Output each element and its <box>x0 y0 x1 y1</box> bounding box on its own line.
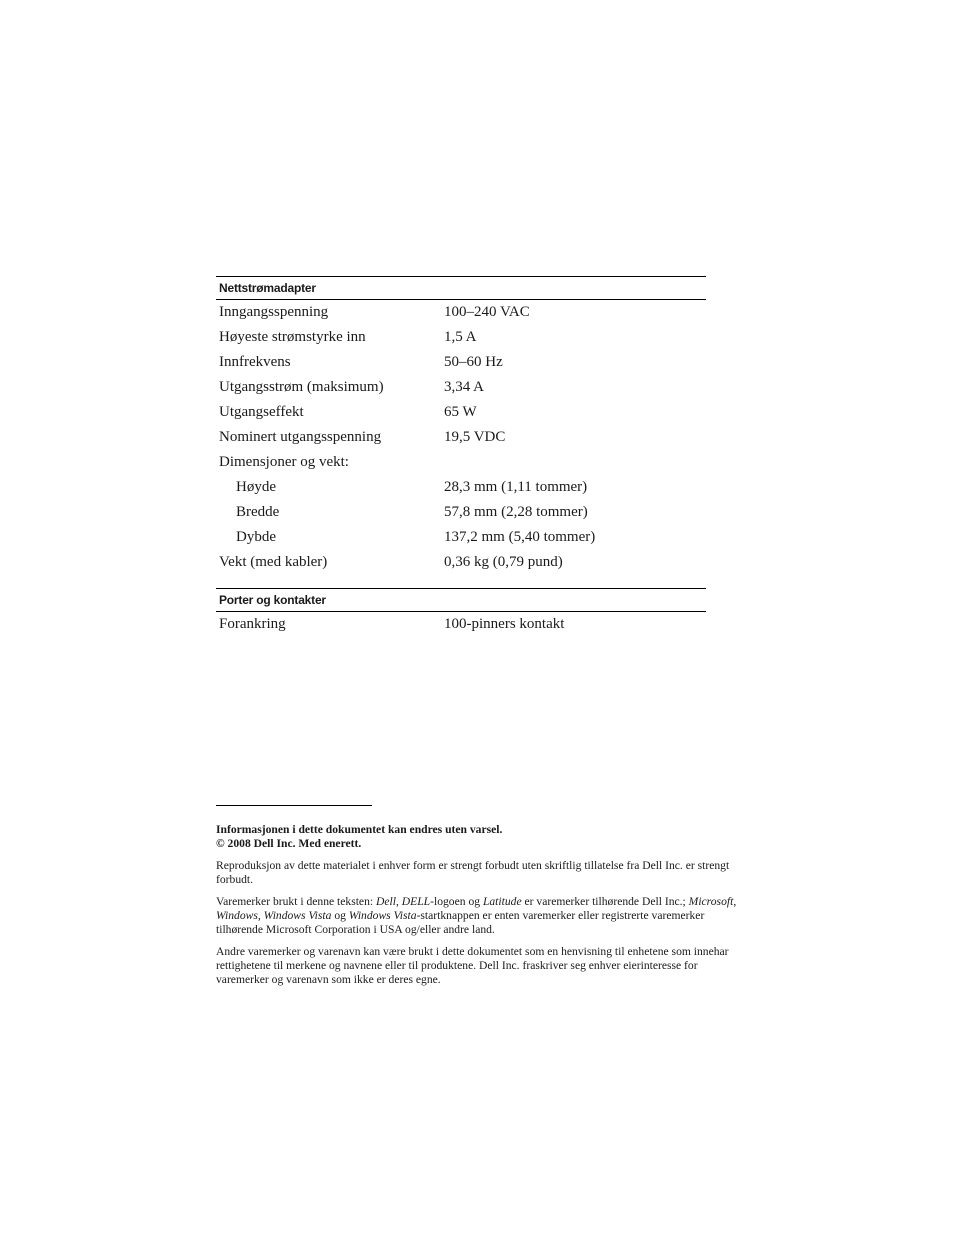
row-label: Forankring <box>219 616 286 632</box>
tm-dell: Dell <box>376 895 396 908</box>
tm-text: og <box>331 909 349 922</box>
row-label: Høyeste strømstyrke inn <box>219 329 366 345</box>
table-row <box>216 450 706 475</box>
row-label: Inngangsspenning <box>219 304 329 320</box>
tm-dell-logo: DELL <box>401 895 431 908</box>
table-row <box>216 425 706 450</box>
tm-text: , <box>733 895 737 908</box>
row-label: Utgangsstrøm (maksimum) <box>219 379 384 395</box>
row-value: 0,36 kg (0,79 pund) <box>444 554 563 570</box>
row-label: Dimensjoner og vekt: <box>219 454 349 470</box>
section-heading: Porter og kontakter <box>216 588 706 612</box>
row-value: 57,8 mm (2,28 tommer) <box>444 504 588 520</box>
table-row <box>216 475 706 500</box>
row-value: 100-pinners kontakt <box>444 616 565 632</box>
tm-text: Varemerker brukt i denne teksten: <box>216 895 376 908</box>
row-label: Innfrekvens <box>219 354 291 370</box>
table-row <box>216 300 706 325</box>
footnote-divider <box>216 805 372 806</box>
row-value: 1,5 A <box>444 329 477 345</box>
row-label: Nominert utgangsspenning <box>219 429 382 445</box>
spec-table-ports <box>216 588 706 637</box>
row-label: Utgangseffekt <box>219 404 304 420</box>
tm-text: , <box>257 909 264 922</box>
section-heading: Nettstrømadapter <box>216 276 706 300</box>
tm-text: -logoen og <box>430 895 483 908</box>
row-label: Høyde <box>236 479 276 495</box>
row-value: 50–60 Hz <box>444 354 503 370</box>
row-value: 19,5 VDC <box>444 429 506 445</box>
row-value: 28,3 mm (1,11 tommer) <box>444 479 588 495</box>
table-row <box>216 350 706 375</box>
row-label: Vekt (med kabler) <box>219 554 328 570</box>
tm-microsoft: Microsoft <box>688 895 734 908</box>
table-row <box>216 525 706 550</box>
row-value: 65 W <box>444 404 477 420</box>
tm-latitude: Latitude <box>482 895 522 908</box>
row-value: 137,2 mm (5,40 tommer) <box>444 529 596 545</box>
tm-text: er varemerker tilhørende Dell Inc.; <box>521 895 689 908</box>
tm-windows-vista: Windows Vista <box>263 909 332 922</box>
table-row <box>216 500 706 525</box>
trademark-paragraph <box>216 895 740 937</box>
table-row <box>216 550 706 575</box>
copyright-text: © 2008 Dell Inc. Med enerett. <box>216 837 362 850</box>
tm-text: -startknappen er enten varemerker eller registrerte varemerker tilhørende Microsoft Corporation i USA og/eller andre land. <box>216 909 705 936</box>
legal-notice <box>216 823 740 851</box>
other-trademarks-paragraph: Andre varemerker og varenavn kan være brukt i dette dokumentet som en henvisning til enhetene som innehar rettighetene til merkene og navnene eller til produktene. Dell Inc. fraskriver seg enhver eierinteresse for varemerker og varenavn som ikke er deres egne. <box>216 945 729 986</box>
row-label: Bredde <box>236 504 280 520</box>
table-row <box>216 325 706 350</box>
table-row <box>216 375 706 400</box>
tm-windows-vista-start: Windows Vista <box>348 909 417 922</box>
row-label: Dybde <box>236 529 276 545</box>
notice-text: Informasjonen i dette dokumentet kan endres uten varsel. <box>216 823 503 836</box>
reproduction-paragraph: Reproduksjon av dette materialet i enhver form er strengt forbudt uten skriftlig tillatelse fra Dell Inc. er strengt forbudt. <box>216 859 730 886</box>
spec-table-power-adapter <box>216 276 706 575</box>
tm-windows: Windows <box>216 909 258 922</box>
row-value: 100–240 VAC <box>444 304 530 320</box>
tm-text: , <box>395 895 402 908</box>
table-row <box>216 400 706 425</box>
table-row <box>216 612 706 637</box>
row-value: 3,34 A <box>444 379 485 395</box>
